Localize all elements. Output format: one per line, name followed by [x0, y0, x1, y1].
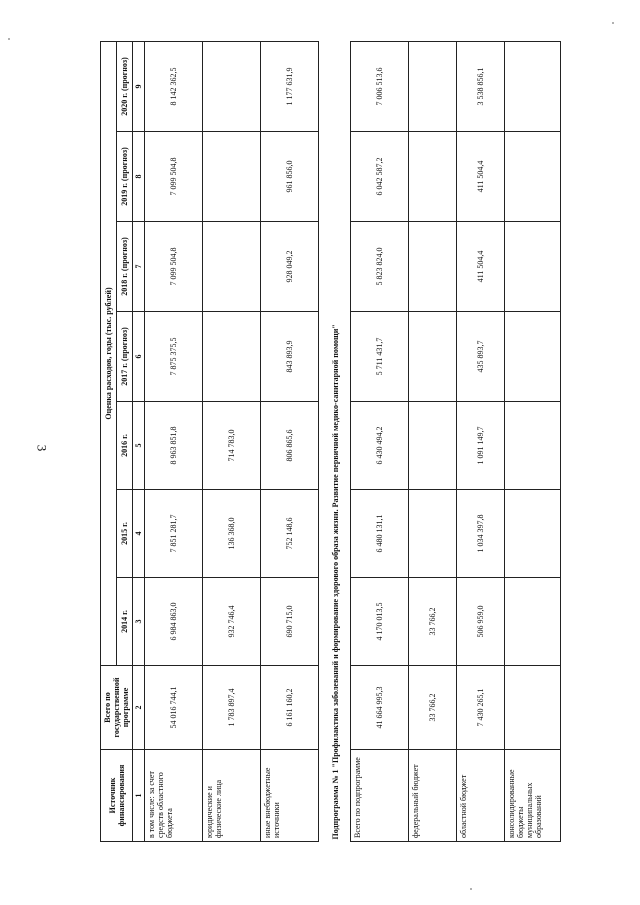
value-cell [505, 222, 561, 312]
value-cell: 1 783 897,4 [203, 666, 261, 750]
value-cell: 7 851 281,7 [145, 490, 203, 578]
column-number: 3 [133, 578, 145, 666]
row-label: консолидированные бюджеты муниципальных образований [505, 750, 561, 842]
value-cell: 7 430 265,1 [457, 666, 505, 750]
header-year: 2014 г. [117, 578, 133, 666]
value-cell: 961 856,0 [261, 132, 319, 222]
column-number: 1 [133, 750, 145, 842]
value-cell: 506 959,0 [457, 578, 505, 666]
column-number: 7 [133, 222, 145, 312]
value-cell: 7 875 375,5 [145, 312, 203, 402]
table-body-bottom [351, 41, 561, 841]
value-cell: 5 823 824,0 [351, 222, 409, 312]
value-cell: 7 099 504,8 [145, 222, 203, 312]
value-cell: 41 664 995,3 [351, 666, 409, 750]
scan-speck [8, 38, 10, 40]
value-cell: 33 766,2 [409, 578, 457, 666]
row-label: областной бюджет [457, 750, 505, 842]
subprogram-row [319, 41, 351, 841]
value-cell [409, 222, 457, 312]
subprogram-title: Подпрограмма № 1 "Профилактика заболеваний и формирование здорового образа жизни. Развитие первичной медико-санитарной помощи" [319, 41, 351, 841]
value-cell: 136 368,0 [203, 490, 261, 578]
financing-table [100, 41, 561, 842]
value-cell [505, 578, 561, 666]
table-row [203, 41, 261, 841]
value-cell: 1 177 631,9 [261, 41, 319, 131]
header-row-1 [101, 41, 117, 841]
value-cell: 1 091 149,7 [457, 402, 505, 490]
row-label: в том числе: за счет средств областного бюджета [145, 750, 203, 842]
value-cell [409, 312, 457, 402]
value-cell: 4 170 013,5 [351, 578, 409, 666]
value-cell: 411 504,4 [457, 222, 505, 312]
value-cell [409, 132, 457, 222]
value-cell: 6 480 131,1 [351, 490, 409, 578]
column-number: 2 [133, 666, 145, 750]
header-source: Источник финансирования [101, 750, 133, 842]
value-cell: 33 766,2 [409, 666, 457, 750]
rotated-table-container [100, 42, 543, 842]
value-cell: 1 034 397,8 [457, 490, 505, 578]
header-year: 2015 г. [117, 490, 133, 578]
column-number: 8 [133, 132, 145, 222]
value-cell: 806 865,6 [261, 402, 319, 490]
value-cell: 435 893,7 [457, 312, 505, 402]
value-cell: 8 142 362,5 [145, 41, 203, 131]
table-row [145, 41, 203, 841]
page-number: 3 [34, 444, 50, 452]
header-total: Всего по государственной программе [101, 666, 133, 750]
value-cell: 7 099 504,8 [145, 132, 203, 222]
value-cell [505, 666, 561, 750]
column-number: 9 [133, 41, 145, 131]
value-cell [409, 402, 457, 490]
value-cell: 6 161 160,2 [261, 666, 319, 750]
table-row [457, 41, 505, 841]
header-numbers-row [133, 41, 145, 841]
value-cell [203, 41, 261, 131]
table-row [261, 41, 319, 841]
value-cell [505, 490, 561, 578]
row-label: федеральный бюджет [409, 750, 457, 842]
value-cell [203, 312, 261, 402]
value-cell: 928 049,2 [261, 222, 319, 312]
value-cell [505, 312, 561, 402]
value-cell: 3 538 856,1 [457, 41, 505, 131]
value-cell: 6 984 863,0 [145, 578, 203, 666]
value-cell: 752 148,6 [261, 490, 319, 578]
column-number: 6 [133, 312, 145, 402]
column-number: 4 [133, 490, 145, 578]
value-cell: 8 963 851,8 [145, 402, 203, 490]
header-estimate: Оценка расходов, годы (тыс. рублей) [101, 41, 117, 665]
value-cell: 6 042 587,2 [351, 132, 409, 222]
value-cell [409, 41, 457, 131]
row-label: иные внебюджетные источники [261, 750, 319, 842]
scan-speck [470, 888, 472, 890]
value-cell: 932 746,4 [203, 578, 261, 666]
table-row [409, 41, 457, 841]
value-cell [505, 41, 561, 131]
value-cell: 714 783,0 [203, 402, 261, 490]
scan-speck [612, 22, 614, 24]
column-number: 5 [133, 402, 145, 490]
value-cell [505, 132, 561, 222]
header-year: 2019 г. (прогноз) [117, 132, 133, 222]
value-cell [203, 222, 261, 312]
table-body-top [145, 41, 319, 841]
row-label: юридические и физические лица [203, 750, 261, 842]
header-year: 2018 г. (прогноз) [117, 222, 133, 312]
value-cell [203, 132, 261, 222]
value-cell [505, 402, 561, 490]
value-cell: 690 715,0 [261, 578, 319, 666]
value-cell: 5 711 431,7 [351, 312, 409, 402]
value-cell: 411 504,4 [457, 132, 505, 222]
value-cell: 843 893,9 [261, 312, 319, 402]
value-cell: 7 006 513,6 [351, 41, 409, 131]
table-row [351, 41, 409, 841]
table-row [505, 41, 561, 841]
value-cell: 6 430 494,2 [351, 402, 409, 490]
header-year: 2016 г. [117, 402, 133, 490]
row-label: Всего по подпрограмме [351, 750, 409, 842]
value-cell: 54 016 744,1 [145, 666, 203, 750]
header-year: 2017 г. (прогноз) [117, 312, 133, 402]
header-year: 2020 г. (прогноз) [117, 41, 133, 131]
value-cell [409, 490, 457, 578]
